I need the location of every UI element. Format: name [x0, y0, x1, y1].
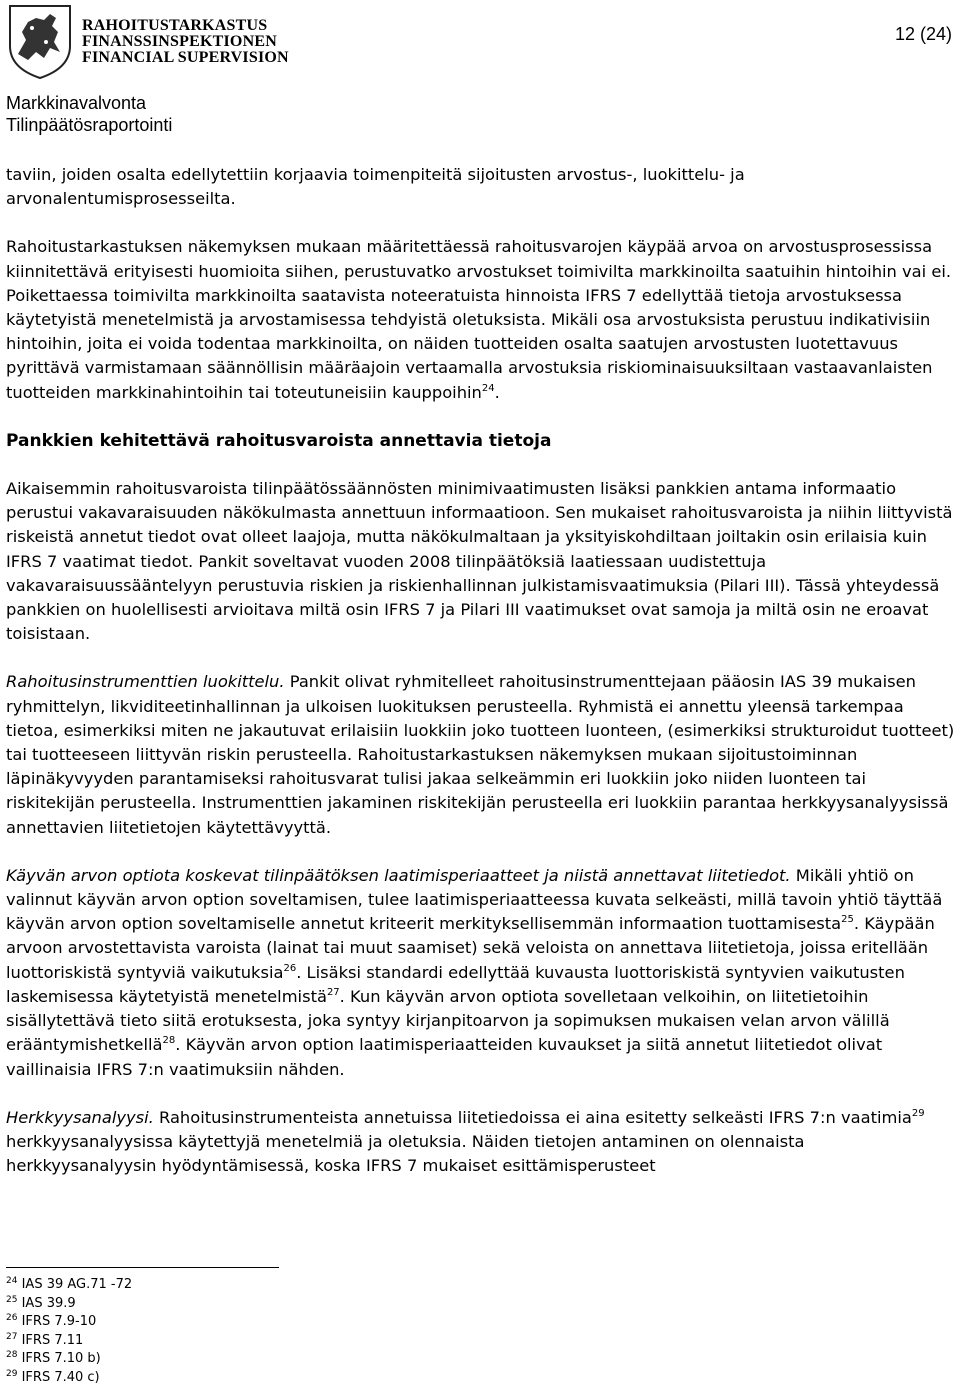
footnote-ref[interactable]: 26 — [283, 962, 297, 974]
footnote-number: 28 — [6, 1350, 18, 1361]
footnote-item: $^{27}$ IFRS 7.11 — [6, 1331, 84, 1348]
page-number: 12 (24) — [894, 24, 952, 44]
footnote-ref[interactable]: 29 — [911, 1107, 925, 1119]
document-body — [6, 163, 956, 1178]
footnote-number: 24 — [6, 1276, 18, 1286]
footnote-item: $^{28}$ IFRS 7.10 b) — [6, 1350, 101, 1367]
org-name-en: FINANCIAL SUPERVISION — [82, 49, 289, 66]
footnote-item: $^{29}$ IFRS 7.40 c) — [6, 1368, 100, 1385]
paragraph — [6, 670, 956, 839]
footnote-divider — [6, 1267, 279, 1268]
footnote-number: 27 — [6, 1331, 18, 1342]
paragraph-lead: Käyvän arvon optiota koskevat tilinpäätöksen laatimisperiaatteet ja niistä annettavat liitetiedot. — [6, 865, 791, 885]
page-header — [0, 0, 960, 140]
footnote-ref[interactable]: 24 — [481, 382, 495, 394]
paragraph-text: Rahoitustarkastuksen näkemyksen mukaan määritettäessä rahoitusvarojen käypää arvoa on arvostusprosessissa kiinnitettävä erityisesti huomioita siihen, perustuvatko arvostukset toimivilta markkinoilta saatuihin hintoihin vai ei. Poikettaessa toimivilta markkinoilta saatavista noteeratuista hinnoista IFRS 7 edellyttää tietoja arvostuksessa käytetyistä menetelmistä ja arvostamisessa tehdyistä oletuksista. Mikäli osa arvostuksista perustuu indikativisiin hintoihin, joita ei voida todentaa markkinoilta, on näiden tuotteiden osalta saatujen arvostusten luotettavuus pyrittävä varmistamaan säännöllisin määräajoin vertaamalla arvostuksia riskiominaisuuksiltaan vastaavanlaisten tuotteiden markkinahintoihin tai toteutuneisiin kauppoihin — [6, 237, 952, 402]
footnote-item: $^{26}$ IFRS 7.9-10 — [6, 1313, 97, 1330]
section-heading: Pankkien kehitettävä rahoitusvaroista annettavia tietoja — [6, 430, 552, 451]
department-name: Markkinavalvonta — [6, 93, 147, 113]
paragraph-lead: Rahoitusinstrumenttien luokittelu. — [6, 672, 285, 692]
footnote-number: 26 — [6, 1313, 18, 1324]
footnote-item: $^{25}$ IAS 39.9 — [6, 1294, 76, 1311]
paragraph-text: Pankit olivat ryhmitelleet rahoitusinstrumenttejaan pääosin IAS 39 mukaisen ryhmittelyn, likviditeetinhallinnan ja ulkoisen luokituksen perusteella. Ryhmistä ei annettu yleensä tarkempaa tietoa, esimerkiksi miten ne jakautuvat erilaisiin luokkiin joko tuotteen luonteen, (esimerkiksi strukturoidut tuotteet) tai tuotteeseen liittyvän riskin perusteella. Rahoitustarkastuksen näkemyksen mukaan sijoitustoiminnan läpinäkyvyyden parantamiseksi rahoitusvarat tulisi jakaa selkeämmin eri luokkiin joko niiden luonteen tai riskitekijän perusteella. Instrumenttien jakaminen riskitekijän perusteella eri luokkiin parantaa herkkyysanalyysissä annettavien liitetietojen käytettävyyttä. — [6, 672, 955, 837]
org-name-fi: RAHOITUSTARKASTUS — [82, 17, 268, 34]
footnote-item: $^{24}$ IAS 39 AG.71 -72 — [6, 1276, 133, 1292]
footnote-number: 29 — [6, 1368, 18, 1379]
lion-crest-logo — [6, 2, 74, 80]
paragraph: Käyvän arvon optiota koskevat tilinpäätöksen laatimisperiaatteet ja niistä annettavat liitetiedot. Mikäli yhtiö on valinnut käyvän arvon option soveltamisen, tulee laatimisperiaatteessa kuvata selkeästi, millä tavoin yhtiö täyttää käyvän arvon option soveltamiselle annetut kriteerit merkityksellisemmän informaation tuottamisesta$^{25}$. Käypään arvoon arvostettavista varoista (lainat tai muut saamiset) sekä veloista on annettava liitetietoja, joissa eritellään luottoriskistä syntyviä vaikutuksia$^{26}$. Lisäksi standardi edellyttää kuvausta luottoriskistä syntyvien vaikutusten laskemisessa käytetyistä menetelmistä$^{27}$. Kun käyvän arvon optiota sovelletaan velkoihin, on liitetietoihin sisällytettävä tieto siitä erotuksesta, joka syntyy kirjanpitoarvon ja sopimuksen mukaisen velan arvon välillä erääntymishetkellä$^{28}$. Käyvän arvon option laatimisperiaatteiden kuvaukset ja siitä annetut liitetiedot olivat vaillinaisia IFRS 7:n vaatimuksiin nähden. — [6, 865, 943, 1079]
paragraph-lead: Herkkyysanalyysi. — [6, 1107, 154, 1127]
paragraph: Herkkyysanalyysi. Rahoitusinstrumenteista annetuissa liitetiedoissa ei aina esitetty selkeästi IFRS 7:n vaatimia$^{29}$ herkkyysanalyysissa käytettyjä menetelmiä ja oletuksia. Näiden tietojen antaminen on olennaista herkkyysanalyysin hyödyntämisessä, koska IFRS 7 mukaiset esittämisperusteet — [6, 1107, 925, 1176]
organization-name — [82, 18, 289, 66]
paragraph: taviin, joiden osalta edellytettiin korjaavia toimenpiteitä sijoitusten arvostus-, luokittelu- ja arvonalentumisprosesseilta. — [6, 165, 745, 209]
document-subtitle: Tilinpäätösraportointi — [6, 115, 173, 135]
footnote-ref[interactable]: 27 — [326, 986, 340, 998]
document-section — [6, 92, 172, 136]
footnote-number: 25 — [6, 1294, 18, 1305]
footnote-ref[interactable]: 28 — [162, 1035, 176, 1047]
footnote-ref[interactable]: 25 — [841, 914, 854, 926]
paragraph: Aikaisemmin rahoitusvaroista tilinpäätössäännösten minimivaatimusten lisäksi pankkien antama informaatio perustui vakavaraisuuden näkökulmasta annettuun informaatioon. Sen mukaiset rahoitusvaroista ja niihin liittyvistä riskeistä annetut tiedot ovat olleet laajoja, mutta näkökulmaltaan ja yksityiskohdiltaan joiltakin osin erilaisia kuin IFRS 7 vaatimat tiedot. Pankit soveltavat vuoden 2008 tilinpäätöksiä laatiessaan uudistettuja vakavaraisuussääntelyyn perustuvia riskien ja riskienhallinnan julkistamisvaatimuksia (Pilari III). Tässä yhteydessä pankkien on huolellisesti arvioitava miltä osin IFRS 7 ja Pilari III vaatimukset ovat samoja ja miltä osin ne eroavat toisistaan. — [6, 479, 953, 644]
footnotes — [6, 1276, 132, 1388]
paragraph: Rahoitustarkastuksen näkemyksen mukaan määritettäessä rahoitusvarojen käypää arvoa on arvostusprosessissa kiinnitettävä erityisesti huomioita siihen, perustuvatko arvostukset toimivilta markkinoilta saatuihin hintoihin vai ei. Poikettaessa toimivilta markkinoilta saatavista noteeratuista hinnoista IFRS 7 edellyttää tietoja arvostuksessa käytetyistä menetelmistä ja arvostamisessa tehdyistä oletuksista. Mikäli osa arvostuksista perustuu indikativisiin hintoihin, joita ei voida todentaa markkinoilta, on näiden tuotteiden osalta saatujen arvostusten luotettavuus pyrittävä varmistamaan säännöllisin määräajoin vertaamalla arvostuksia riskiominaisuuksiltaan vastaavanlaisten tuotteiden markkinahintoihin tai toteutuneisiin kauppoihin$^{24}$. — [6, 237, 952, 402]
org-name-sv: FINANSSINSPEKTIONEN — [82, 33, 277, 50]
